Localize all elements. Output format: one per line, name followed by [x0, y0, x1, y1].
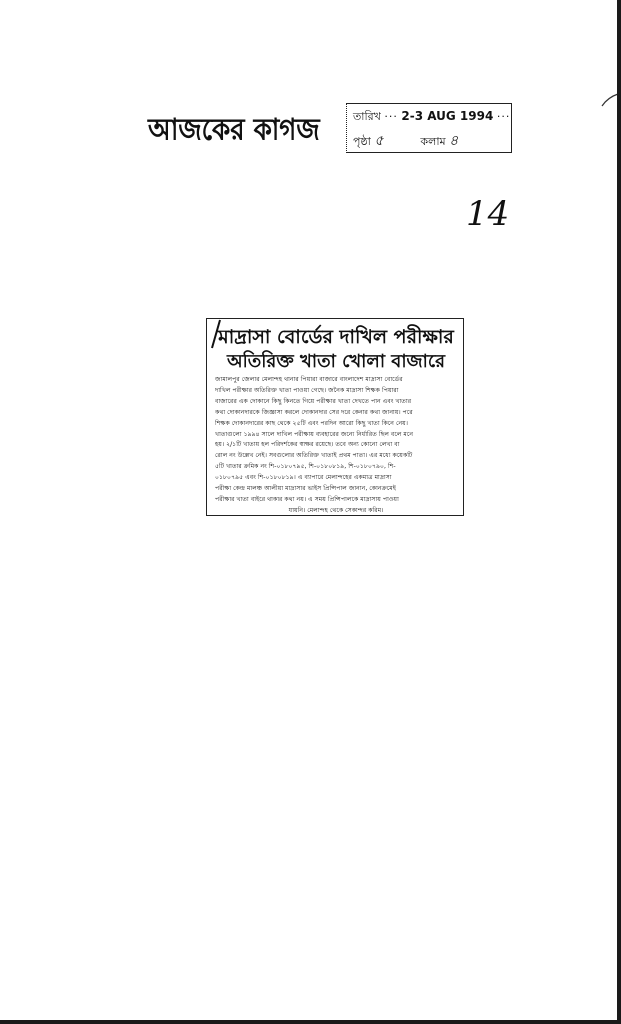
stamp-dots: ··· [384, 110, 398, 123]
body-line: বাজারের এক দোকানে কিছু কিনতে গিয়ে পরীক্ষার খাতা দেখতে পান এবং খাতার [215, 397, 412, 405]
body-line: পরীক্ষার খাতা বাইরে থাকার কথা নয়। এ সময় প্রিন্সিপালকে মাদ্রাসায় পাওয়া [215, 495, 399, 503]
scan-edge-right [617, 0, 621, 1024]
body-line-byline: যায়নি। মেলান্দহ থেকে সেকান্দর করিম। [288, 506, 384, 514]
stamp-date-label: তারিখ [353, 110, 381, 123]
body-line: রোল নং উল্লেখ নেই। সবগুলোর অতিরিক্ত খাতাই প্রথম পাতা। এর মধ্যে কয়েকটি [215, 452, 413, 460]
stamp-page-value: ৫ [374, 133, 384, 149]
body-line: ০১৮০৭৯৫ এবং শি-০১৮০৮১৯। এ ব্যাপারে মেলান্দহের একমাত্র মাদ্রাসা [215, 474, 392, 482]
news-clipping [206, 318, 464, 516]
body-line: ৫টি খাতার ক্রমিক নং শি-০১৮০৭৯৫, শি-০১৮০৮১৯, শি-০১৮০৭৯০, শি- [215, 463, 396, 471]
clipping-body [215, 375, 457, 516]
handwritten-page-number: 14 [466, 194, 510, 234]
stamp-column-value: ৪ [449, 133, 459, 149]
newspaper-masthead: আজকের কাগজ [148, 112, 320, 148]
clipping-stamp-box [346, 103, 512, 153]
body-line: খাতাগুলো ১৯৯৪ সালে দাখিল পরীক্ষায় ব্যবহারের জন্যে নির্ধারিত ছিল বলে মনে [215, 430, 414, 438]
scan-edge-bottom [0, 1020, 621, 1024]
handwritten-tick-mark [200, 318, 230, 358]
stamp-date-row [353, 108, 510, 127]
stamp-date-value: 2-3 AUG 1994 [401, 109, 494, 123]
stamp-page-row [353, 129, 458, 153]
stamp-column-label: কলাম [420, 135, 446, 148]
body-line: পরীক্ষা কেন্দ্র মালঞ্চ আলীয়া মাদ্রাসার ভাইস প্রিন্সিপাল জানান, কোনক্রমেই [215, 485, 396, 493]
body-line: জামালপুর জেলার মেলান্দহ থানার পিয়ারা বাজারে বাংলাদেশ মাদ্রাসা বোর্ডের [215, 376, 403, 383]
body-line: শিক্ষক দোকানদারের কাছ থেকে ২৫টি এবং পরদিন আরো কিছু খাতা কিনে নেয়। [215, 419, 409, 427]
body-line: কথা দোকানদারকে জিজ্ঞাসা করলে দোকানদার সের দরে কেনার কথা জানায়। পরে [215, 408, 413, 416]
stamp-page-label: পৃষ্ঠা [353, 135, 371, 148]
clipping-headline-line2: অতিরিক্ত খাতা খোলা বাজারে [226, 351, 446, 372]
body-line: দাখিল পরীক্ষার অতিরিক্ত খাতা পাওয়া গেছে। জনৈক মাদ্রাসা শিক্ষক পিয়ারা [215, 386, 399, 394]
body-line: হয়। ২/১টি খাতায় হল পরিদর্শকের স্বাক্ষর রয়েছে। তবে অন্য কোনো লেখা বা [215, 441, 400, 449]
stamp-dots-trailing: ··· [496, 110, 511, 123]
clipping-headline-line1: মাদ্রাসা বোর্ডের দাখিল পরীক্ষার [218, 326, 454, 348]
